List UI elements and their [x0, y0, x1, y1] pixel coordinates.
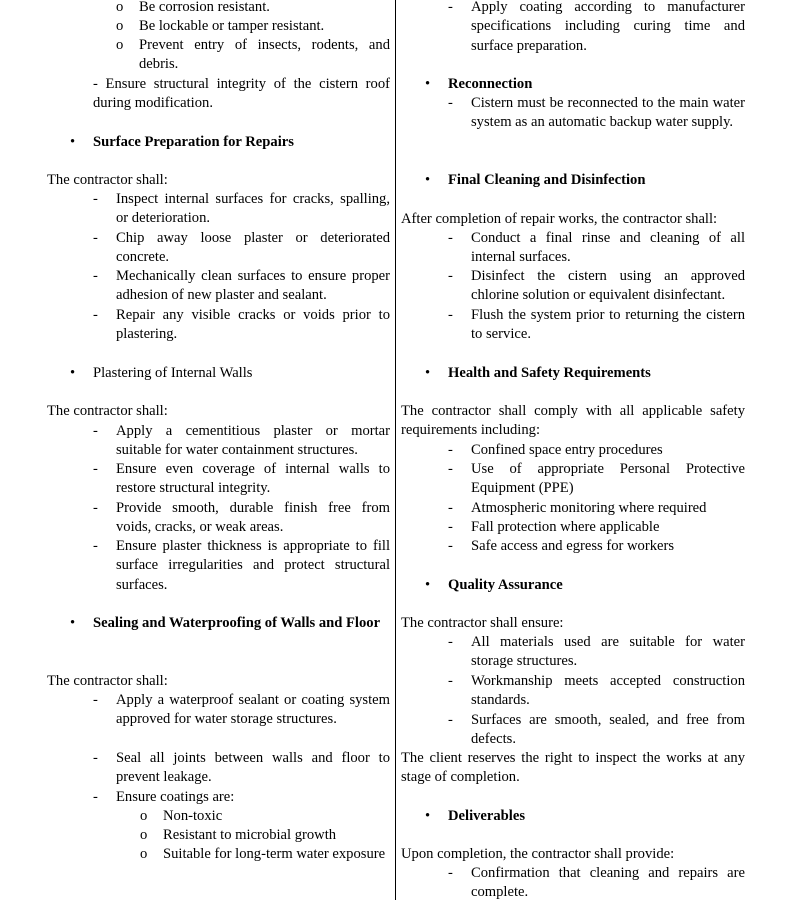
list-item: Apply a cementitious plaster or mortar suitable for water containment structures.: [116, 423, 390, 459]
dash-icon: -: [93, 692, 98, 708]
list-item: Resistant to microbial growth: [163, 827, 337, 843]
section-intro: Upon completion, the contractor shall provide:: [401, 846, 675, 862]
section-heading: Final Cleaning and Disinfection: [448, 172, 646, 188]
dash-icon: -: [93, 789, 98, 805]
dash-icon: -: [93, 461, 98, 477]
dash-icon: -: [448, 712, 453, 728]
dash-icon: -: [448, 519, 453, 535]
list-item: Prevent entry of insects, rodents, and debris.: [139, 37, 390, 73]
section-heading: Deliverables: [448, 808, 526, 824]
dash-icon: -: [93, 500, 98, 516]
dash-icon: -: [93, 307, 98, 323]
list-item: Repair any visible cracks or voids prior to plastering.: [116, 307, 390, 343]
section-heading: Surface Preparation for Repairs: [93, 134, 294, 150]
circle-bullet-icon: o: [116, 37, 124, 53]
list-item: Provide smooth, durable finish free from voids, cracks, or weak areas.: [116, 500, 390, 536]
list-item: Apply a waterproof sealant or coating system approved for water storage structures.: [116, 692, 390, 728]
list-item: Chip away loose plaster or deteriorated concrete.: [116, 230, 390, 266]
dash-icon: -: [93, 268, 98, 284]
dash-icon: -: [448, 442, 453, 458]
dash-icon: -: [448, 865, 453, 881]
circle-bullet-icon: o: [140, 808, 148, 824]
section-heading: Health and Safety Requirements: [448, 365, 651, 381]
dash-icon: -: [93, 230, 98, 246]
bullet-icon: •: [425, 76, 431, 92]
list-item: Disinfect the cistern using an approved chlorine solution or equivalent disinfectant.: [471, 268, 745, 304]
section-heading: Sealing and Waterproofing of Walls and Floor: [93, 615, 381, 631]
dash-icon: -: [448, 230, 453, 246]
dash-icon: -: [448, 673, 453, 689]
dash-icon: -: [448, 461, 453, 477]
list-item: Ensure plaster thickness is appropriate to fill surface irregularities and protect structural surfaces.: [116, 538, 390, 593]
list-item: Ensure coatings are:: [116, 789, 235, 805]
section-heading: Reconnection: [448, 76, 533, 92]
section-heading: Plastering of Internal Walls: [93, 365, 253, 381]
dash-icon: -: [448, 0, 453, 15]
bullet-icon: •: [70, 615, 76, 631]
circle-bullet-icon: o: [140, 827, 148, 843]
section-intro: After completion of repair works, the contractor shall:: [401, 211, 718, 227]
list-item: Fall protection where applicable: [471, 519, 660, 535]
list-item: Be corrosion resistant.: [139, 0, 270, 15]
circle-bullet-icon: o: [116, 18, 124, 34]
list-item: Atmospheric monitoring where required: [471, 500, 707, 516]
list-item: All materials used are suitable for water storage structures.: [471, 634, 745, 670]
section-intro: The contractor shall:: [47, 403, 168, 419]
section-intro: The contractor shall ensure:: [401, 615, 564, 631]
dash-icon: -: [93, 750, 98, 766]
quality-note: The client reserves the right to inspect the works at any stage of completion.: [401, 750, 745, 786]
list-item: Inspect internal surfaces for cracks, spalling, or deterioration.: [116, 191, 390, 227]
bullet-icon: •: [425, 808, 431, 824]
dash-icon: -: [93, 191, 98, 207]
list-item: Cistern must be reconnected to the main water system as an automatic backup water supply.: [471, 95, 745, 131]
dash-icon: -: [448, 634, 453, 650]
list-item: Be lockable or tamper resistant.: [139, 18, 325, 34]
list-item: Suitable for long-term water exposure: [163, 846, 386, 862]
section-heading: Quality Assurance: [448, 577, 563, 593]
list-item: Mechanically clean surfaces to ensure proper adhesion of new plaster and sealant.: [116, 268, 390, 304]
list-item: Confined space entry procedures: [471, 442, 663, 458]
bullet-icon: •: [425, 577, 431, 593]
roof-note: - Ensure structural integrity of the cistern roof during modification.: [93, 76, 390, 112]
section-intro: The contractor shall comply with all applicable safety requirements including:: [401, 403, 745, 439]
list-item: Surfaces are smooth, sealed, and free from defects.: [471, 712, 745, 748]
dash-icon: -: [93, 538, 98, 554]
dash-icon: -: [448, 500, 453, 516]
dash-icon: -: [448, 538, 453, 554]
dash-icon: -: [93, 423, 98, 439]
bullet-icon: •: [70, 134, 76, 150]
list-item: Non-toxic: [163, 808, 223, 824]
bullet-icon: •: [425, 172, 431, 188]
bullet-icon: •: [70, 365, 76, 381]
dash-icon: -: [448, 268, 453, 284]
list-item: Apply coating according to manufacturer specifications including curing time and surface preparation.: [471, 0, 745, 54]
bullet-icon: •: [425, 365, 431, 381]
section-intro: The contractor shall:: [47, 673, 168, 689]
list-item: Use of appropriate Personal Protective Equipment (PPE): [471, 461, 745, 497]
circle-bullet-icon: o: [116, 0, 124, 15]
list-item: Seal all joints between walls and floor to prevent leakage.: [116, 750, 390, 786]
list-item: Ensure even coverage of internal walls to restore structural integrity.: [116, 461, 390, 497]
list-item: Conduct a final rinse and cleaning of all internal surfaces.: [471, 230, 745, 266]
list-item: Safe access and egress for workers: [471, 538, 675, 554]
list-item: Confirmation that cleaning and repairs are complete.: [471, 865, 745, 901]
list-item: Workmanship meets accepted construction standards.: [471, 673, 745, 709]
list-item: Flush the system prior to returning the cistern to service.: [471, 307, 745, 343]
circle-bullet-icon: o: [140, 846, 148, 862]
section-intro: The contractor shall:: [47, 172, 168, 188]
dash-icon: -: [448, 307, 453, 323]
column-divider: [395, 0, 396, 900]
dash-icon: -: [448, 95, 453, 111]
